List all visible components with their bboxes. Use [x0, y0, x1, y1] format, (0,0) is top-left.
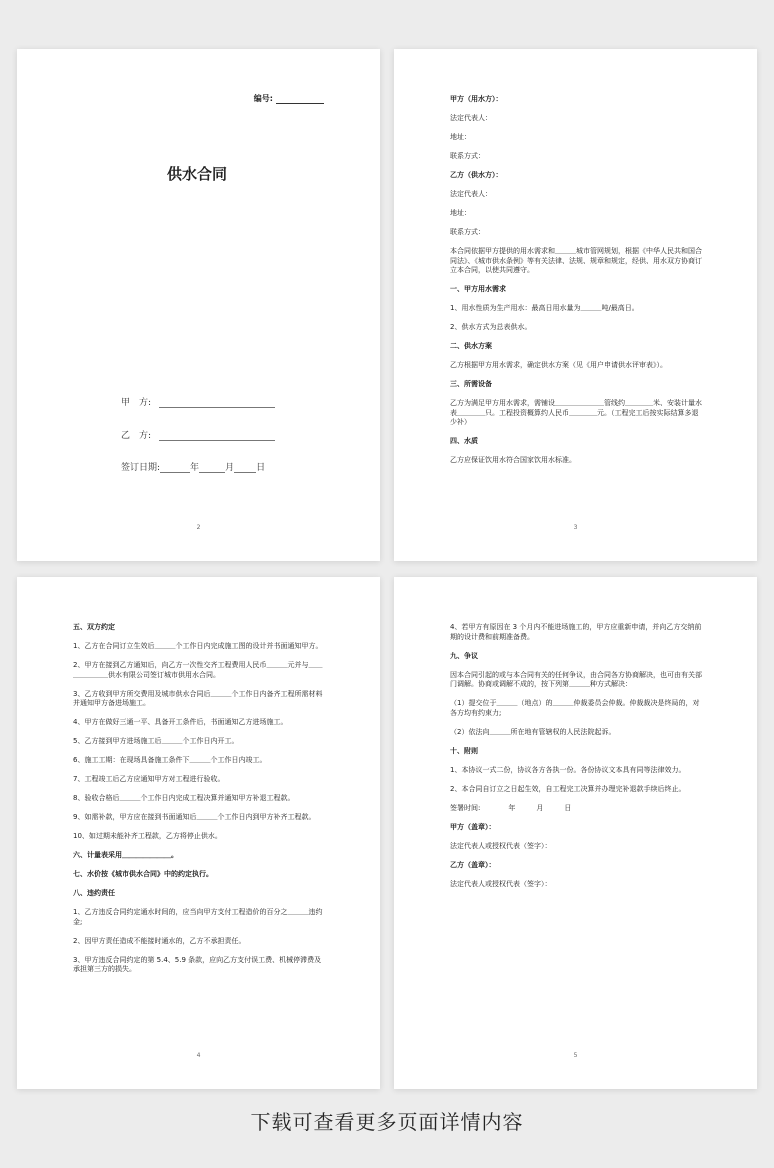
paragraph: 2、本合同自订立之日起生效，自工程完工决算并办理完补退款手续后终止。 [450, 784, 686, 793]
paragraph: 2、因甲方责任造成不能接时通水的，乙方不承担责任。 [73, 936, 246, 945]
paragraph: 1、乙方在合同订立生效后＿＿＿个工作日内完成施工图的设计并书面通知甲方。 [73, 642, 323, 650]
month-blank [199, 463, 225, 473]
paragraph: 7、工程竣工后乙方应通知甲方对工程进行验收。 [73, 775, 225, 783]
page-number: 3 [573, 524, 578, 531]
party-b-field [121, 428, 275, 441]
page-5-content [450, 623, 705, 899]
serial-blank-line [276, 103, 324, 104]
page-3-content [450, 95, 705, 475]
paragraph: 联系方式： [450, 228, 485, 236]
document-title: 供水合同 [167, 165, 228, 183]
paragraph: 1、本协议一式二份，协议各方各执一份。各份协议文本具有同等法律效力。 [450, 765, 686, 774]
page-number: 4 [196, 1052, 201, 1059]
paragraph: （2）依法向＿＿＿所在地有管辖权的人民法院起诉。 [450, 727, 616, 736]
party-a-blank-line [159, 398, 275, 408]
paragraph: 本合同依据甲方提供的用水需求和＿＿＿城市管网规划，根据《中华人民共和国合同法》、《城市供水条例》等有关法律、法规、规章和规定，经供、用水双方协商订立本合同，以使共同遵守。 [450, 247, 702, 274]
year-label: 年 [190, 463, 200, 473]
contract-page-4 [17, 577, 380, 1089]
section-heading: 四、水质 [450, 437, 478, 445]
day-blank [234, 463, 256, 473]
section-heading: 七、水价按《城市供水合同》中的约定执行。 [73, 870, 213, 878]
paragraph: 签署时间: 年 月 日 [450, 803, 572, 812]
party-b-blank-line [159, 431, 275, 441]
serial-label: 编号: [253, 94, 273, 103]
download-prompt-text: 下载可查看更多页面详情内容 [250, 1110, 524, 1134]
section-heading: 三、所需设备 [450, 380, 492, 388]
section-heading: 六、计量表采用＿＿＿＿＿＿＿。 [73, 851, 178, 859]
section-heading: 一、甲方用水需求 [450, 285, 506, 293]
paragraph: 1、乙方违反合同约定通水时间的，应当向甲方支付工程造价的百分之＿＿＿违约金; [73, 908, 323, 926]
paragraph: 4、若甲方有原因在 3 个月内不能进场施工的，甲方应重新申请，并向乙方交纳前期的设计费和前期准备费。 [450, 623, 702, 641]
section-heading: 甲方（用水方）： [450, 95, 503, 103]
paragraph: 5、乙方接到甲方进场施工后＿＿＿个工作日内开工。 [73, 737, 239, 745]
section-heading: 甲方（盖章）： [450, 822, 496, 831]
page-4-content [73, 623, 328, 984]
contract-page-5 [394, 577, 757, 1089]
sign-date-field [121, 460, 265, 473]
section-heading: 八、违约责任 [73, 889, 115, 897]
paragraph: 3、乙方收到甲方所交费用及城市供水合同后＿＿＿个工作日内备齐工程所需材料并通知甲方备进场施工。 [73, 689, 323, 707]
section-heading: 二、供水方案 [450, 342, 492, 350]
paragraph: 1、用水性质为生产用水：最高日用水量为＿＿＿吨/最高日。 [450, 304, 639, 312]
section-heading: 乙方（盖章）： [450, 860, 496, 869]
page-number: 2 [196, 524, 201, 531]
month-label: 月 [225, 463, 235, 473]
party-b-label: 乙 方: [121, 431, 152, 441]
party-a-field [121, 395, 275, 408]
paragraph: 6、施工工期：在现场具备施工条件下＿＿＿个工作日内竣工。 [73, 756, 267, 764]
paragraph: 地址： [450, 209, 471, 217]
section-heading: 九、争议 [450, 651, 478, 660]
paragraph: 2、供水方式为总表供水。 [450, 323, 532, 331]
serial-number-field [254, 93, 324, 104]
section-heading: 乙方（供水方）： [450, 171, 503, 179]
paragraph: 4、甲方在做好三通一平、具备开工条件后，书面通知乙方进场施工。 [73, 718, 288, 726]
paragraph: 2、甲方在接到乙方通知后，向乙方一次性交齐工程费用人民币＿＿＿元并与＿＿＿＿＿＿＿供水有限公司签订城市供用水合同。 [73, 661, 323, 679]
paragraph: 因本合同引起的或与本合同有关的任何争议，由合同各方协商解决，也可由有关部门调解。协商或调解不成的，按下列第＿＿＿种方式解决： [450, 670, 702, 688]
paragraph: 10、如过期未能补齐工程款，乙方将停止供水。 [73, 832, 222, 840]
party-a-label: 甲 方: [121, 398, 152, 408]
paragraph: 乙方根据甲方用水需求，确定供水方案（见《用户申请供水评审表》）。 [450, 361, 667, 369]
page-number: 5 [573, 1052, 578, 1059]
paragraph: 地址： [450, 133, 471, 141]
paragraph: 法定代表人或授权代表（签字）： [450, 879, 552, 888]
paragraph: （1）提交位于＿＿＿（地点）的＿＿＿仲裁委员会仲裁。仲裁裁决是终局的，对各方均有约束力; [450, 699, 700, 717]
paragraph: 法定代表人： [450, 114, 492, 122]
year-blank [160, 463, 190, 473]
day-label: 日 [256, 463, 266, 473]
paragraph: 8、验收合格后＿＿＿个工作日内完成工程决算并通知甲方补退工程款。 [73, 794, 295, 802]
section-heading: 五、双方约定 [73, 623, 115, 631]
sign-date-label: 签订日期: [121, 463, 161, 473]
paragraph: 9、如需补款，甲方应在接到书面通知后＿＿＿个工作日内到甲方补齐工程款。 [73, 813, 316, 821]
section-heading: 十、附则 [450, 746, 478, 755]
paragraph: 法定代表人： [450, 190, 492, 198]
cover-page [17, 49, 380, 561]
paragraph: 法定代表人或授权代表（签字）： [450, 841, 552, 850]
paragraph: 乙方为满足甲方用水需求，需铺设＿＿＿＿＿＿＿管线约＿＿＿＿米、安装计量水表＿＿＿＿只。工程投资概算约人民币＿＿＿＿元。（工程完工后按实际结算多退少补） [450, 399, 702, 426]
paragraph: 3、甲方违反合同约定的第 5.4、5.9 条款，应向乙方支付误工费、机械停滞费及承担第三方的损失。 [73, 955, 322, 973]
paragraph: 乙方应保证饮用水符合国家饮用水标准。 [450, 456, 576, 464]
contract-page-3 [394, 49, 757, 561]
paragraph: 联系方式： [450, 152, 485, 160]
